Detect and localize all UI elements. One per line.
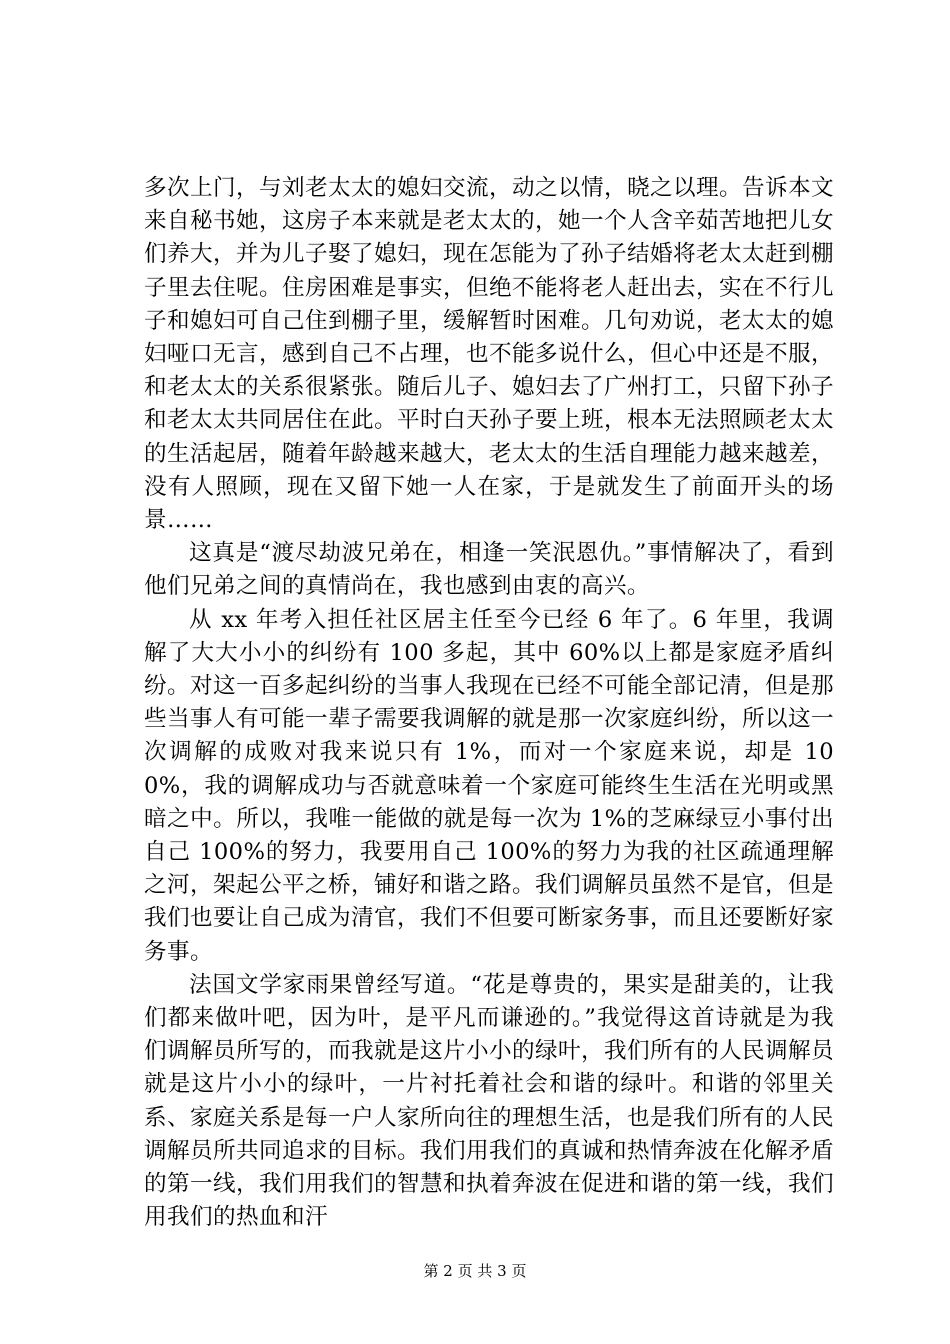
- paragraph-4: 法国文学家雨果曾经写道。“花是尊贵的，果实是甜美的，让我们都来做叶吧，因为叶，是平凡而谦逊的。”我觉得这首诗就是为我们调解员所写的，而我就是这片小小的绿叶，我们所有的人民调解员就是这片小小的绿叶，一片衬托着社会和谐的绿叶。和谐的邻里关系、家庭关系是每一户人家所向往的理想生活，也是我们所有的人民调解员所共同追求的目标。我们用我们的真诚和热情奔波在化解矛盾的第一线，我们用我们的智慧和执着奔波在促进和谐的第一线，我们用我们的热血和汗: [144, 971, 834, 1231]
- page-number-footer: 第 2 页 共 3 页: [423, 1262, 527, 1280]
- paragraph-2: 这真是“渡尽劫波兄弟在，相逢一笑泯恩仇。”事情解决了，看到他们兄弟之间的真情尚在，我也感到由衷的高兴。: [144, 540, 834, 600]
- document-body: [144, 172, 834, 1235]
- paragraph-1: 多次上门，与刘老太太的媳妇交流，动之以情，晓之以理。告诉本文来自秘书她，这房子本来就是老太太的，她一个人含辛茹苦地把儿女们养大，并为儿子娶了媳妇，现在怎能为了孙子结婚将老太太赶到棚子里去住呢。住房困难是事实，但绝不能将老人赶出去，实在不行儿子和媳妇可自己住到棚子里，缓解暂时困难。几句劝说，老太太的媳妇哑口无言，感到自己不占理，也不能多说什么，但心中还是不服，和老太太的关系很紧张。随后儿子、媳妇去了广州打工，只留下孙子和老太太共同居住在此。平时白天孙子要上班，根本无法照顾老太太的生活起居，随着年龄越来越大，老太太的生活自理能力越来越差，没有人照顾，现在又留下她一人在家，于是就发生了前面开头的场景……: [144, 175, 834, 534]
- paragraph-3: 从 xx 年考入担任社区居主任至今已经 6 年了。6 年里，我调解了大大小小的纠纷有 100 多起，其中 60%以上都是家庭矛盾纠纷。对这一百多起纠纷的当事人我现在已经不可能全部记清，但是那些当事人有可能一辈子需要我调解的就是那一次家庭纠纷，所以这一次调解的成败对我来说只有 1%，而对一个家庭来说，却是 100%，我的调解成功与否就意味着一个家庭可能终生生活在光明或黑暗之中。所以，我唯一能做的就是每一次为 1%的芝麻绿豆小事付出自己 100%的努力，我要用自己 100%的努力为我的社区疏通理解之河，架起公平之桥，铺好和谐之路。我们调解员虽然不是官，但是我们也要让自己成为清官，我们不但要可断家务事，而且还要断好家务事。: [144, 606, 834, 965]
